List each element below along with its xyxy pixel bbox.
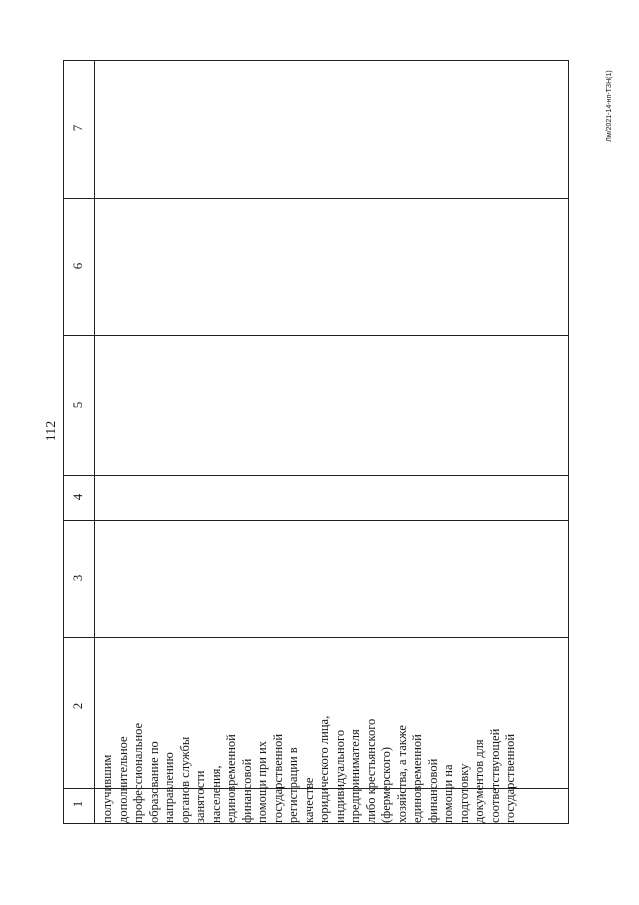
cell-text-line: финансовой: [239, 758, 254, 823]
cell-text-line: занятости: [193, 770, 207, 823]
col-divider-3-4: [63, 520, 569, 521]
cell-text-line: (фермерского): [379, 746, 393, 823]
cell-text-line: предпринимателя: [348, 729, 362, 823]
cell-text-line: направлению: [162, 752, 176, 823]
cell-text-line: регистрации в: [286, 747, 300, 823]
cell-text-line: финансовой: [425, 758, 440, 823]
cell-text-line: дополнительное: [115, 736, 130, 823]
col-divider-4-5: [63, 475, 569, 476]
column-header-5: 5: [70, 401, 85, 409]
cell-text-line: подготовку: [456, 763, 471, 823]
cell-text-line: документов для: [472, 739, 486, 823]
column-header-4: 4: [70, 493, 85, 501]
table-cell-column-2: [100, 637, 570, 823]
col-divider-6-7: [63, 198, 569, 199]
cell-text-line: либо крестьянского: [363, 718, 378, 823]
cell-text-line: качестве: [301, 777, 316, 823]
cell-text-line: профессиональное: [131, 722, 145, 823]
column-header-2: 2: [70, 702, 85, 710]
page-number: 112: [44, 420, 59, 442]
cell-text-line: индивидуального: [332, 729, 347, 823]
cell-text-line: населения,: [208, 765, 223, 823]
cell-text-line: хозяйства, а также: [394, 725, 409, 823]
column-header-1: 1: [70, 800, 85, 808]
cell-text-line: образование по: [146, 741, 161, 823]
cell-text-line: юридического лица,: [317, 715, 331, 823]
col-divider-5-6: [63, 335, 569, 336]
header-separator: [94, 60, 95, 824]
cell-text-line: единовременной: [410, 734, 424, 823]
cell-text-line: государственной: [503, 733, 517, 823]
column-header-6: 6: [70, 262, 85, 270]
cell-text-line: государственной: [270, 733, 285, 823]
column-header-3: 3: [70, 574, 85, 582]
cell-text-line: соответствующей: [487, 728, 502, 823]
cell-text-line: помощи при их: [255, 741, 269, 823]
cell-text-line: помощи на: [441, 764, 455, 823]
cell-text-line: получившим: [100, 754, 114, 823]
column-header-7: 7: [70, 124, 85, 132]
document-code: Лм/2021-14-нп-ТЗН(1): [606, 70, 613, 142]
cell-text-line: единовременной: [224, 734, 238, 823]
cell-text-line: органов службы: [177, 736, 192, 823]
